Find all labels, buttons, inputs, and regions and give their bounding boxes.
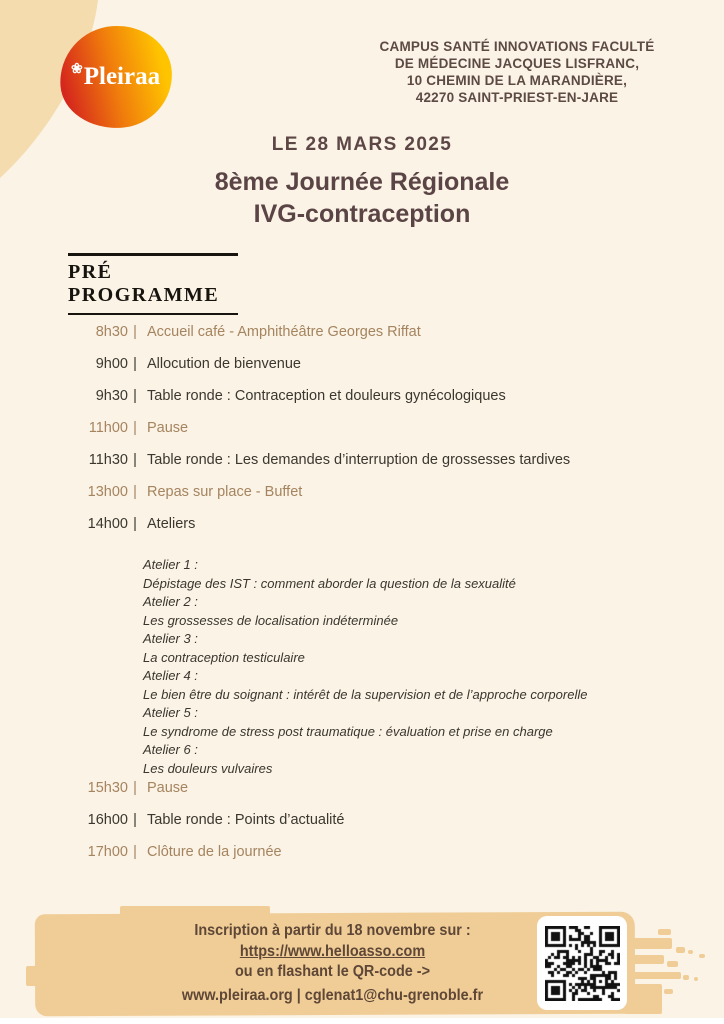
schedule-row xyxy=(78,844,345,876)
schedule-label: Table ronde : Les demandes d’interruption de grossesses tardives xyxy=(147,452,571,468)
atelier-name: Atelier 4 : xyxy=(143,668,198,683)
atelier-name: Atelier 3 : xyxy=(143,631,198,646)
pleiraa-logo-text xyxy=(71,63,160,91)
schedule-time: 17h00 xyxy=(87,844,128,860)
schedule-divider: | xyxy=(133,356,137,372)
schedule-time: 16h00 xyxy=(87,812,128,828)
schedule-time: 11h00 xyxy=(88,420,128,436)
pre-programme-heading: PRÉ PROGRAMME xyxy=(68,260,220,306)
schedule-label: Table ronde : Contraception et douleurs gynécologiques xyxy=(147,388,506,404)
flower-icon: ❀ xyxy=(71,62,84,77)
brush-speckle xyxy=(667,961,678,967)
schedule-label: Allocution de bienvenue xyxy=(147,356,301,372)
event-title xyxy=(0,166,724,230)
brush-speckle xyxy=(676,947,685,953)
schedule-divider: | xyxy=(133,324,137,340)
brush-bit xyxy=(631,972,681,979)
inscription-line: Inscription à partir du 18 novembre sur : xyxy=(194,922,471,939)
schedule-divider: | xyxy=(133,516,137,532)
schedule-label: Pause xyxy=(147,420,189,436)
schedule-afternoon xyxy=(78,780,345,876)
venue-address xyxy=(362,38,672,106)
pre-programme-section xyxy=(68,253,238,315)
atelier-topic: Les grossesses de localisation indéterminée xyxy=(143,612,399,628)
schedule-row xyxy=(78,484,570,516)
schedule-divider: | xyxy=(133,812,137,828)
brush-bit xyxy=(120,906,270,918)
address-line: 42270 SAINT-PRIEST-EN-JARE xyxy=(415,90,619,105)
helloasso-link[interactable]: https://www.helloasso.com xyxy=(239,942,426,960)
rule-top xyxy=(68,253,238,256)
atelier-name: Atelier 6 : xyxy=(143,742,198,757)
schedule-row xyxy=(78,356,570,388)
atelier-topic: La contraception testiculaire xyxy=(143,649,305,665)
schedule-row xyxy=(78,516,570,548)
schedule-label: Accueil café - Amphithéâtre Georges Riffat xyxy=(147,324,421,340)
brand-name: Pleiraa xyxy=(84,63,161,90)
address-line: CAMPUS SANTÉ INNOVATIONS FACULTÉ xyxy=(379,39,655,54)
schedule-label: Repas sur place - Buffet xyxy=(147,484,303,500)
event-date: LE 28 MARS 2025 xyxy=(271,134,453,155)
atelier-name: Atelier 1 : xyxy=(143,557,198,572)
schedule-label: Ateliers xyxy=(147,516,196,532)
brush-bit xyxy=(26,966,38,986)
address-line: 10 CHEMIN DE LA MARANDIÈRE, xyxy=(406,73,628,88)
atelier-topic: Le syndrome de stress post traumatique : évaluation et prise en charge xyxy=(143,723,553,739)
schedule-label: Pause xyxy=(147,780,189,796)
brush-speckle xyxy=(658,929,671,935)
schedule-time: 13h00 xyxy=(87,484,128,500)
brush-speckle xyxy=(664,989,673,994)
brush-bit xyxy=(624,984,662,1014)
event-title-line2: IVG-contraception xyxy=(253,200,471,228)
qr-instruction-line: ou en flashant le QR-code -> xyxy=(234,963,431,980)
brush-speckle xyxy=(694,977,698,981)
brush-speckle xyxy=(688,950,693,954)
website: www.pleiraa.org xyxy=(181,986,293,1004)
schedule-row xyxy=(78,452,570,484)
schedule-morning xyxy=(78,324,570,548)
brush-bit xyxy=(630,938,672,949)
contact-divider: | xyxy=(296,986,301,1004)
schedule-divider: | xyxy=(133,388,137,404)
qr-code-box xyxy=(537,916,627,1010)
atelier-name: Atelier 2 : xyxy=(143,594,198,609)
schedule-row xyxy=(78,812,345,844)
schedule-divider: | xyxy=(133,420,137,436)
rule-bottom xyxy=(68,313,238,316)
schedule-label: Clôture de la journée xyxy=(147,844,282,860)
schedule-divider: | xyxy=(133,780,137,796)
schedule-divider: | xyxy=(133,844,137,860)
email: cglenat1@chu-grenoble.fr xyxy=(304,986,484,1004)
atelier-name: Atelier 5 : xyxy=(143,705,198,720)
schedule-time: 11h30 xyxy=(88,452,128,468)
schedule-divider: | xyxy=(133,484,137,500)
event-title-line1: 8ème Journée Régionale xyxy=(214,168,510,196)
brush-speckle xyxy=(683,975,689,980)
schedule-row xyxy=(78,324,570,356)
atelier-topic: Dépistage des IST : comment aborder la question de la sexualité xyxy=(143,575,516,591)
schedule-row xyxy=(78,420,570,452)
ateliers-list xyxy=(143,556,587,778)
schedule-time: 8h30 xyxy=(95,324,128,340)
schedule-row xyxy=(78,780,345,812)
schedule-time: 9h00 xyxy=(95,356,128,372)
brush-speckle xyxy=(699,954,705,958)
schedule-time: 9h30 xyxy=(95,388,128,404)
schedule-time: 15h30 xyxy=(87,780,128,796)
schedule-time: 14h00 xyxy=(87,516,128,532)
contact-line xyxy=(79,986,586,1007)
address-line: DE MÉDECINE JACQUES LISFRANC, xyxy=(394,56,640,71)
schedule-row xyxy=(78,388,570,420)
atelier-topic: Le bien être du soignant : intérêt de la supervision et de l’approche corporelle xyxy=(143,686,588,702)
qr-code xyxy=(545,926,620,1001)
footer-text xyxy=(79,921,586,1006)
schedule-label: Table ronde : Points d’actualité xyxy=(147,812,345,828)
atelier-topic: Les douleurs vulvaires xyxy=(143,760,273,776)
schedule-divider: | xyxy=(133,452,137,468)
brush-bit xyxy=(628,955,664,964)
